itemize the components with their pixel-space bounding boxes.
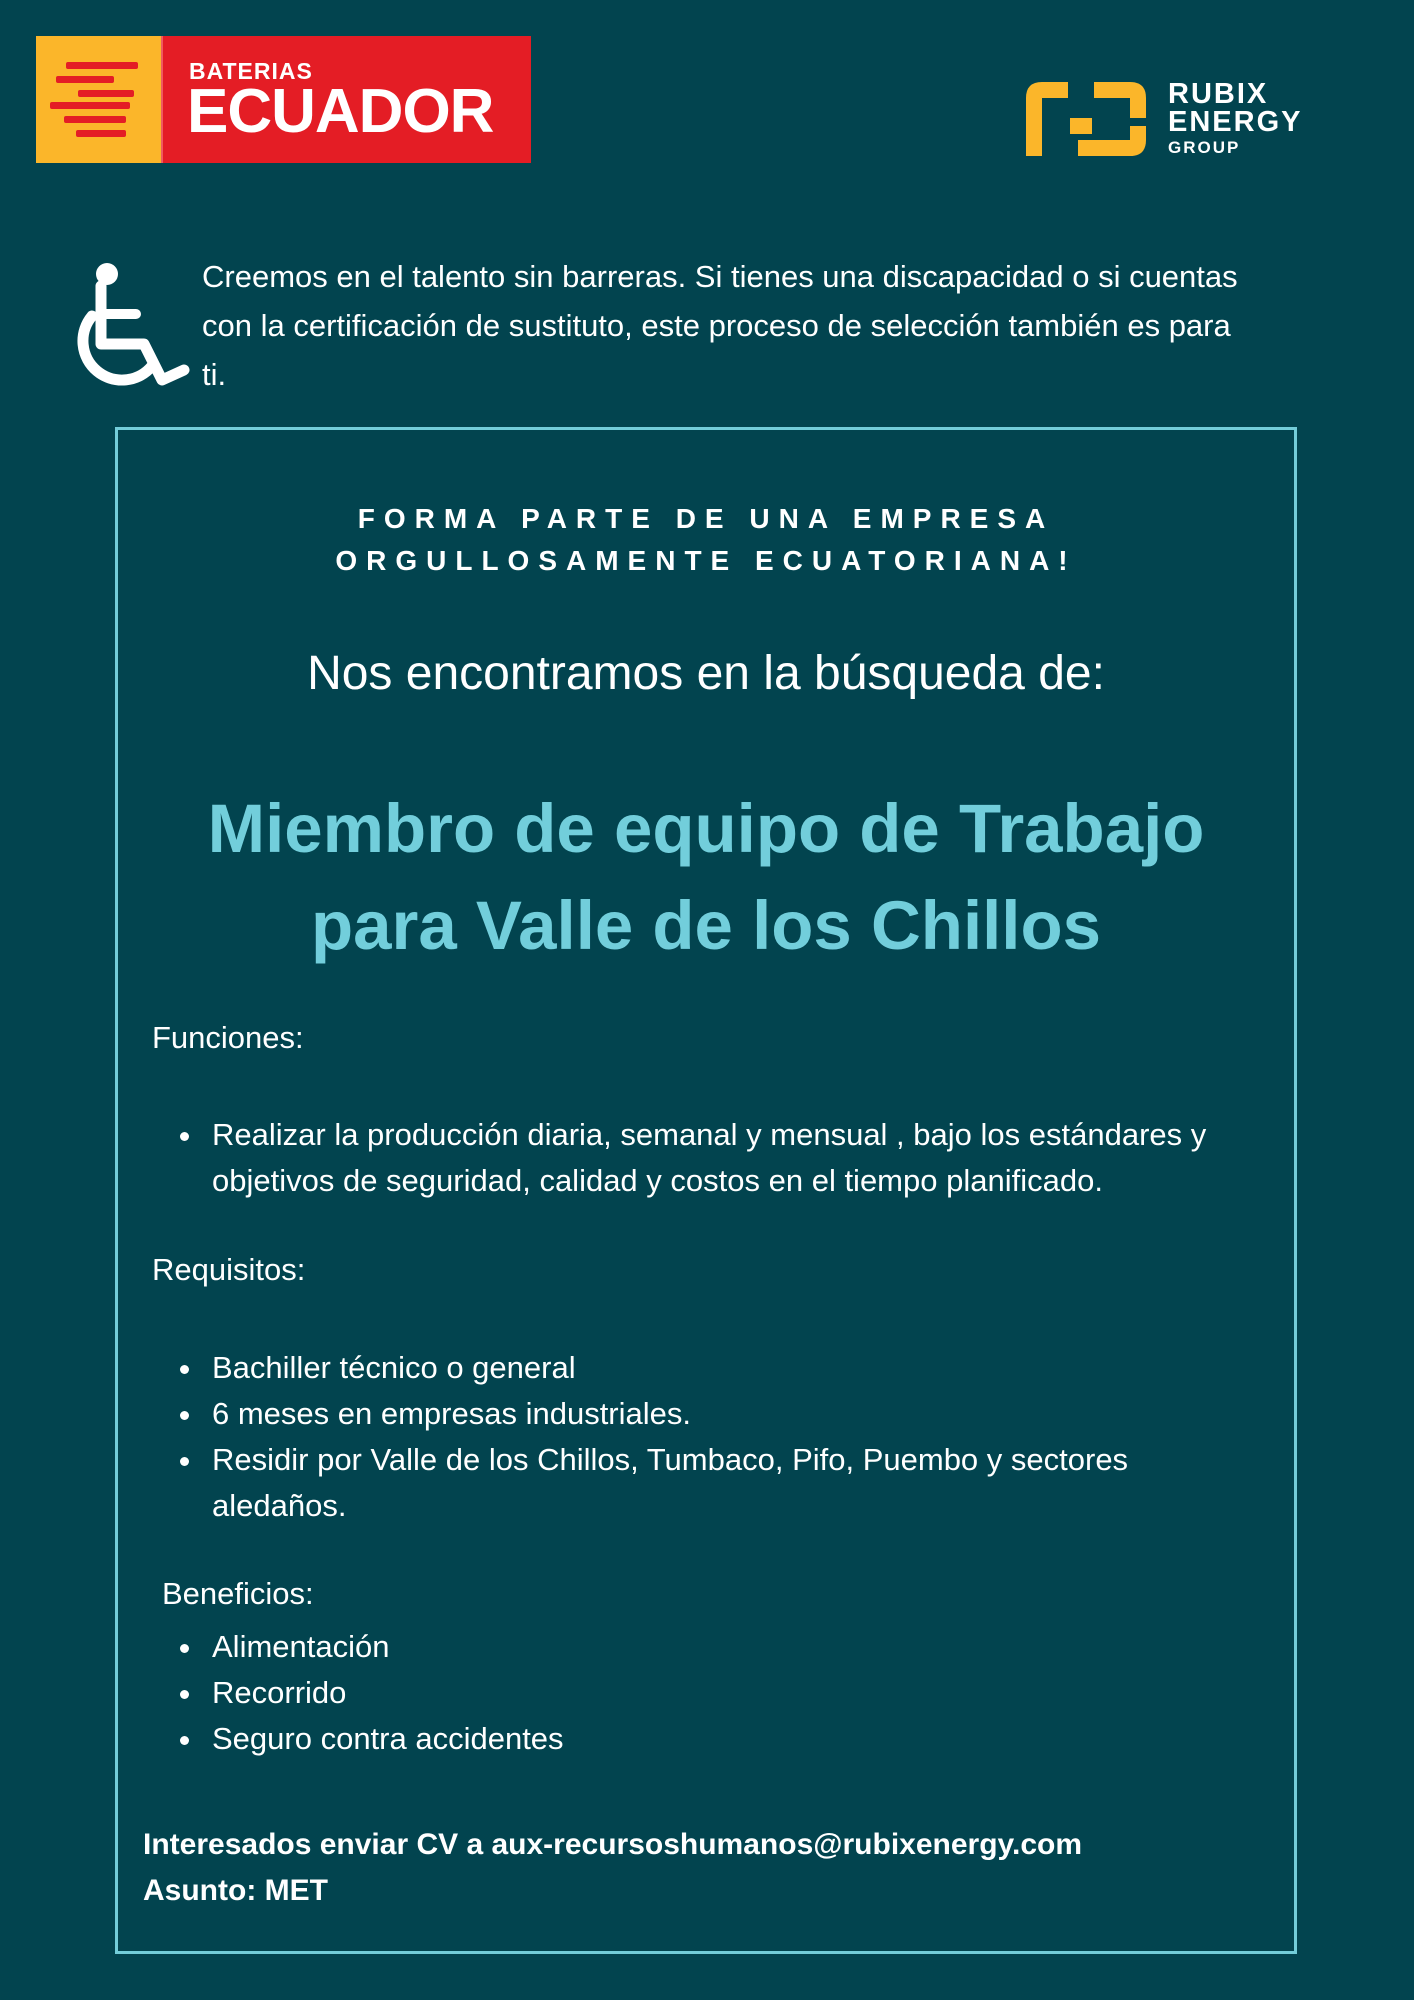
kicker-line-2: ORGULLOSAMENTE ECUATORIANA!	[335, 545, 1077, 576]
kicker-heading	[118, 498, 1294, 582]
rubix-logo-line3: GROUP	[1168, 138, 1241, 157]
list-item: Residir por Valle de los Chillos, Tumbaco, Pifo, Puembo y sectores aledaños.	[180, 1437, 1240, 1529]
job-title	[118, 780, 1294, 974]
job-title-line-2: para Valle de los Chillos	[311, 887, 1101, 964]
list-item: Realizar la producción diaria, semanal y mensual , bajo los estándares y objetivos de seguridad, calidad y costos en el tiempo planificado.	[180, 1112, 1270, 1204]
baterias-logo-small-text: BATERIAS	[189, 58, 313, 84]
kicker-line-1: FORMA PARTE DE UNA EMPRESA	[357, 503, 1055, 534]
search-subtitle: Nos encontramos en la búsqueda de:	[307, 647, 1105, 700]
rubix-logo-line1: RUBIX	[1168, 78, 1269, 110]
list-item: Bachiller técnico o general	[180, 1345, 1240, 1391]
rubix-logo-line2: ENERGY	[1168, 106, 1303, 138]
contact-subject-line: Asunto: MET	[143, 1874, 328, 1907]
baterias-logo-big-text: ECUADOR	[187, 77, 494, 146]
list-item: Alimentación	[180, 1624, 1080, 1670]
wheelchair-icon	[66, 262, 190, 394]
list-item: 6 meses en empresas industriales.	[180, 1391, 1240, 1437]
job-posting-card	[115, 427, 1297, 1954]
contact-info	[143, 1822, 1082, 1914]
job-title-line-1: Miembro de equipo de Trabajo	[207, 790, 1205, 867]
funciones-label: Funciones:	[152, 1020, 304, 1055]
beneficios-list	[180, 1624, 1080, 1762]
list-item: Seguro contra accidentes	[180, 1716, 1080, 1762]
rubix-energy-logo	[1022, 76, 1312, 166]
rubix-mark-icon	[1022, 76, 1150, 162]
contact-email-line[interactable]: Interesados enviar CV a aux-recursoshumanos@rubixenergy.com	[143, 1828, 1083, 1861]
funciones-list	[180, 1112, 1270, 1204]
list-item: Recorrido	[180, 1670, 1080, 1716]
requisitos-label: Requisitos:	[152, 1252, 306, 1287]
baterias-ecuador-logo	[36, 36, 531, 163]
beneficios-label: Beneficios:	[162, 1576, 314, 1611]
accessibility-message: Creemos en el talento sin barreras. Si tienes una discapacidad o si cuentas con la certificación de sustituto, este proceso de selección también es para ti.	[202, 259, 1238, 392]
baterias-mark-icon	[36, 36, 161, 163]
requisitos-list	[180, 1345, 1240, 1529]
